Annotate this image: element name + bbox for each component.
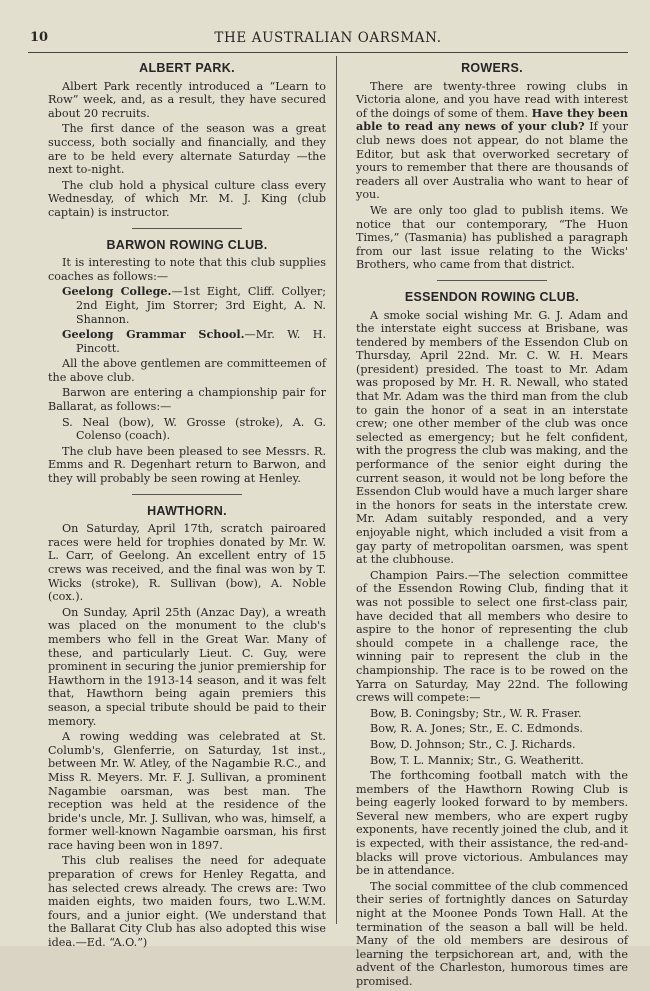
article-heading: BARWON ROWING CLUB.	[106, 237, 268, 252]
page-header	[28, 30, 628, 52]
column-divider	[336, 56, 337, 924]
article-heading: ESSENDON ROWING CLUB.	[404, 289, 580, 304]
page-number: 10	[30, 30, 49, 45]
article-heading: HAWTHORN.	[147, 503, 227, 518]
paragraph: This club realises the need for adequate preparation of crews for Henley Regatta, and has selected crews already. The crews are: Two maiden eights, two maiden fours, two L.W.M. fours, and a junior eight. (We understand that the Ballarat City Club has also adopted this wise idea.—Ed. “A.O.”)	[48, 854, 326, 950]
school-name: Geelong College.	[62, 284, 172, 299]
article-albert-park	[48, 62, 326, 220]
paragraph: The club have been pleased to see Messrs. R. Emms and R. Degenhart return to Barwon, and they will probably be seen rowing at Henley.	[48, 444, 326, 486]
paragraph: A smoke social wishing Mr. G. J. Adam and the interstate eight success at Brisbane, was tendered by members of the Essendon Club on Thursday, April 22nd. Mr. C. W. H. Mears (president) presided. The toast to Mr. Adam was proposed by Mr. H. R. Newall, who stated that Mr. Adam was the third man from the club to gain the honor of a seat in an interstate crew; one other member of the club was once selected as emergency; but he felt confident, with the progress the club was making, and the performance of the senior eight during the current season, it would not be long before the Essendon Club would have a much larger share in the honors for seats in the interstate crew. Mr. Adam suitably responded, and a very enjoyable night, which included a visit from a gay party of metropolitan oarsmen, was spent at the clubhouse.	[356, 308, 628, 567]
paragraph: All the above gentlemen are committeemen of the above club.	[48, 357, 326, 384]
article-rowers	[356, 62, 628, 272]
crew-list-item: Bow, R. A. Jones; Str., E. C. Edmonds.	[370, 722, 583, 736]
paragraph: A rowing wedding was celebrated at St. Columb's, Glenferrie, on Saturday, 1st inst., between Mr. W. Atley, of the Nagambie R.C., and Miss R. Meyers. Mr. F. J. Sullivan, a prominent Nagambie oarsman, was best man. The reception was held at the residence of the bride's uncle, Mr. J. Sullivan, who was, himself, a former well-known Nagambie oarsman, his first race having been won in 1897.	[48, 730, 326, 852]
left-column	[48, 60, 326, 952]
article-heading: ALBERT PARK.	[139, 61, 235, 75]
publication-title: THE AUSTRALIAN OARSMAN.	[214, 30, 442, 46]
paragraph: On Saturday, April 17th, scratch pairoared races were held for trophies donated by Mr. W. L. Carr, of Geelong. An excellent entry of 15 crews was received, and the final was won by T. Wicks (stroke), R. Sullivan (bow), A. Noble (cox.).	[48, 522, 326, 604]
paragraph: The social committee of the club commenced their series of fortnightly dances on Saturday night at the Moonee Ponds Town Hall. At the termination of the season a ball will be held. Many of the old members are desirous of learning the terpsichorean art, and, with the advent of the Charleston, humorous times are promised.	[356, 879, 628, 988]
article-hawthorn	[48, 505, 326, 950]
paragraph: Champion Pairs.—The selection committee of the Essendon Rowing Club, finding that it was not possible to select one first-class pair, have decided that all members who desire to aspire to the honor of representing the club should compete in a challenge race, the winning pair to represent the club in the championship. The race is to be rowed on the Yarra on Saturday, May 22nd. The following crews will compete:—	[356, 568, 628, 705]
section-separator	[132, 494, 242, 495]
paragraph: Barwon are entering a championship pair for Ballarat, as follows:—	[48, 386, 326, 414]
paragraph: On Sunday, April 25th (Anzac Day), a wreath was placed on the monument to the club's members who fell in the Great War. Many of these, and particularly Lieut. C. Guy, were prominent in securing the junior premiership for Hawthorn in the 1913-14 season, and it was felt that, Hawthorn being again premiers this season, a special tribute should be paid to their memory.	[48, 605, 326, 728]
article-heading: ROWERS.	[461, 61, 523, 75]
paragraph: The first dance of the season was a great success, both socially and financially, and they are to be held every alternate Saturday —the next to-night.	[48, 122, 326, 177]
paragraph: It is interesting to note that this club supplies coaches as follows:—	[48, 256, 326, 283]
paragraph: The club hold a physical culture class every Wednesday, of which Mr. M. J. King (club captain) is instructor.	[48, 178, 326, 219]
section-separator	[132, 228, 242, 229]
school-name: Geelong Grammar School.	[62, 327, 245, 342]
article-essendon	[356, 291, 628, 989]
pair-list: S. Neal (bow), W. Grosse (stroke), A. G. Colenso (coach).	[62, 415, 326, 443]
paragraph: We are only too glad to publish items. We notice that our contemporary, “The Huon Times,” (Tasmania) has published a paragraph from our last issue relating to the Wicks' Brothers, who came from that district.	[356, 203, 628, 272]
crew-list-item: Bow, D. Johnson; Str., C. J. Richards.	[370, 737, 576, 751]
right-column	[356, 60, 628, 991]
crew-list-item: Bow, T. L. Mannix; Str., G. Weatheritt.	[370, 753, 584, 767]
header-rule	[28, 52, 628, 53]
coach-list-item: Geelong College.—1st Eight, Cliff. Collyer; 2nd Eight, Jim Storrer; 3rd Eight, A. N. Shannon.	[62, 284, 326, 326]
paragraph: The forthcoming football match with the members of the Hawthorn Rowing Club is being eagerly looked forward to by members. Several new members, who are expert rugby exponents, have recently joined the club, and it is expected, with their assistance, the red-and-blacks will prove victorious. Ambulances may be in attendance.	[356, 769, 628, 878]
paragraph: Albert Park recently introduced a “Learn to Row” week, and, as a result, they have secured about 20 recruits.	[48, 79, 326, 120]
article-barwon	[48, 239, 326, 486]
coach-list-item: Geelong Grammar School.—Mr. W. H. Pincott.	[62, 327, 327, 355]
crew-list-item: Bow, B. Coningsby; Str., W. R. Fraser.	[370, 706, 582, 720]
bold-question: Have they been able to read any news of your club?	[356, 105, 629, 134]
section-separator	[437, 280, 547, 281]
paragraph: There are twenty-three rowing clubs in Victoria alone, and you have read with interest of the doings of some of them. Have they been able to read any news of your club? If your club news does not appear, do not blame the Editor, but ask that overworked secretary of yours to remember that there are thousands of readers all over Australia who want to hear of you.	[356, 79, 629, 202]
